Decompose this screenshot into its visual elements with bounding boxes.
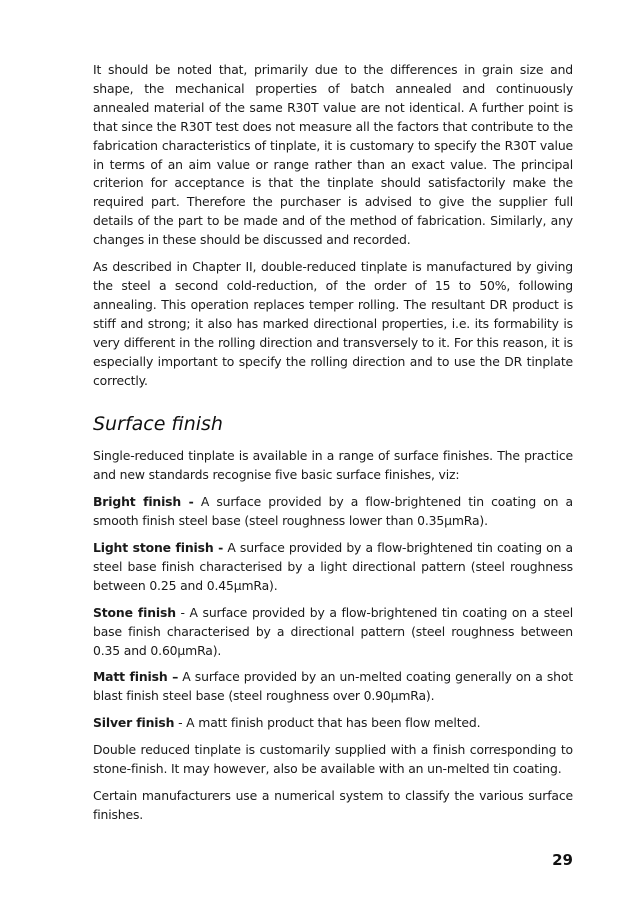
finish-description: A surface provided by a flow-brightened tin coating on a steel base finish characterised by a light directional pattern (steel roughness between 0.25 and 0.45µmRa). — [93, 540, 573, 593]
finish-stone — [93, 604, 573, 661]
document-page — [93, 61, 573, 833]
finish-description: - A matt finish product that has been flow melted. — [174, 715, 481, 731]
paragraph-double-reduced: As described in Chapter II, double-reduced tinplate is manufactured by giving the steel a second cold-reduction, of the order of 15 to 50%, following annealing. This operation replaces temper rolling. The resultant DR product is stiff and strong; it also has marked directional properties, i.e. its formability is very different in the rolling direction and transversely to it. For this reason, it is especially important to specify the rolling direction and to use the DR tinplate correctly. — [93, 259, 573, 388]
finish-description: - A surface provided by a flow-brightened tin coating on a steel base finish characterised by a directional pattern (steel roughness between 0.35 and 0.60µmRa). — [93, 604, 573, 658]
finish-term: Bright finish - — [93, 494, 194, 510]
finish-term: Silver finish — [93, 715, 175, 731]
paragraph-batch-annealed: It should be noted that, primarily due to the differences in grain size and shape, the mechanical properties of batch annealed and continuously annealed material of the same R30T value are not identical. A further point is that since the R30T test does not measure all the factors that contribute to the fabrication characteristics of tinplate, it is customary to specify the R30T value in terms of an aim value or range rather than an exact value. The principal criterion for acceptance is that the tinplate should satisfactorily make the required part. Therefore the purchaser is advised to give the supplier full details of the part to be made and of the method of fabrication. Similarly, any changes in these should be discussed and recorded. — [93, 62, 573, 248]
paragraph-surface-finish-intro: Single-reduced tinplate is available in a range of surface finishes. The practice and new standards recognise five basic surface finishes, viz: — [93, 448, 573, 483]
finish-term: Stone finish — [93, 604, 176, 620]
finish-term: Matt finish – — [93, 669, 179, 685]
page-number: 29 — [552, 851, 573, 869]
finish-bright — [93, 493, 573, 531]
finish-matt — [93, 668, 573, 706]
finish-light-stone — [93, 539, 573, 596]
section-heading-surface-finish: Surface finish — [93, 413, 223, 436]
finish-description: A surface provided by a flow-brightened tin coating on a smooth finish steel base (steel roughness lower than 0.35µmRa). — [93, 494, 573, 529]
finish-description: A surface provided by an un-melted coating generally on a shot blast finish steel base (steel roughness over 0.90µmRa). — [93, 669, 573, 704]
finish-term: Light stone finish - — [93, 540, 224, 556]
paragraph-numerical-system: Certain manufacturers use a numerical system to classify the various surface finishes. — [93, 788, 573, 822]
finish-silver — [93, 714, 573, 733]
paragraph-double-reduced-finish: Double reduced tinplate is customarily supplied with a finish corresponding to stone-finish. It may however, also be available with an un-melted tin coating. — [93, 742, 573, 777]
